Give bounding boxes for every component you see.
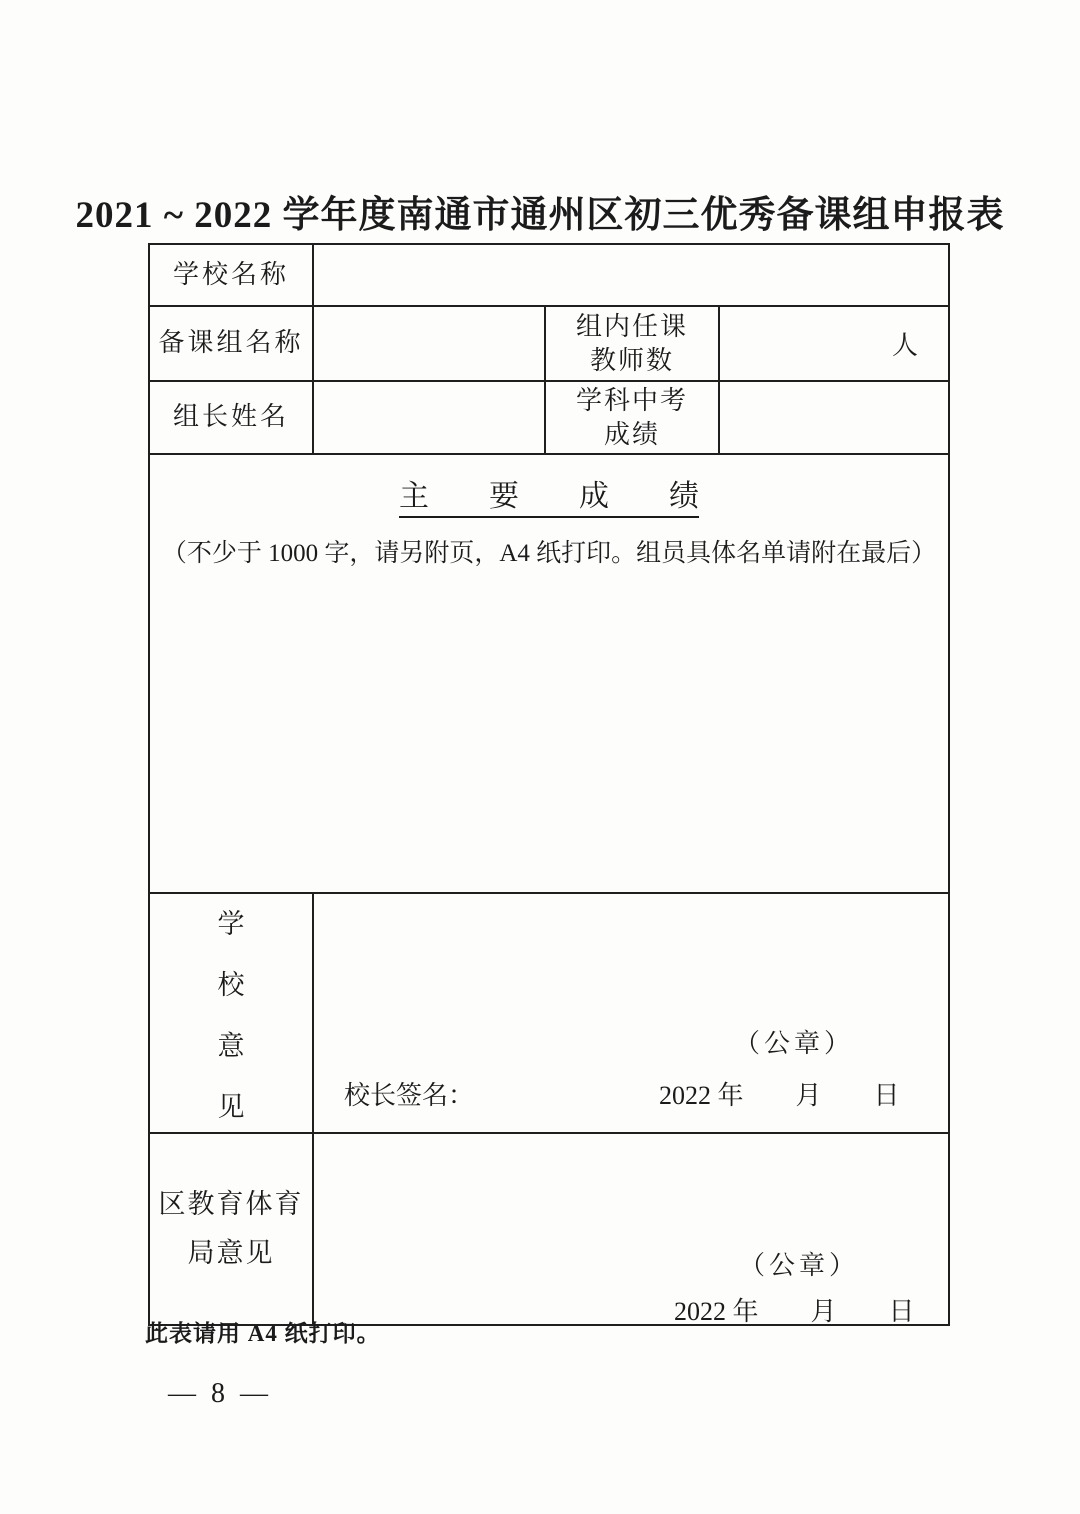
school-opinion-label: [149, 893, 313, 1133]
exam-score-label: [545, 381, 719, 454]
exam-score-field: [719, 381, 949, 454]
group-name-field: [313, 306, 545, 381]
district-seal-placeholder: （公章）: [739, 1251, 860, 1280]
district-date-line: 2022 年 月 日: [674, 1297, 915, 1326]
exam-score-label-line1: 学科中考: [575, 385, 688, 415]
row-group-name: [149, 306, 949, 381]
school-opinion-cell: [313, 893, 949, 1133]
leader-name-field: [313, 381, 545, 454]
exam-score-label-line2: 成绩: [603, 419, 660, 449]
district-opinion-label-line2: 局意见: [187, 1238, 275, 1268]
teacher-count-label: [545, 306, 719, 381]
row-school-name: [149, 244, 949, 306]
print-instruction-note: 此表请用 A4 纸打印。: [145, 1321, 381, 1346]
district-opinion-label-line1: 区教育体育: [158, 1189, 304, 1220]
form-title: 2021 ~ 2022 学年度南通市通州区初三优秀备课组申报表: [75, 195, 1005, 236]
school-name-field: [313, 244, 949, 306]
teacher-count-field: [719, 306, 949, 381]
school-name-label: 学校名称: [149, 244, 313, 306]
row-school-opinion: [149, 893, 949, 1133]
achievements-heading: 主 要 成 绩: [399, 480, 700, 513]
school-seal-placeholder: （公章）: [734, 1029, 855, 1058]
teacher-count-label-line1: 组内任课: [575, 311, 688, 341]
school-date-line: 2022 年 月 日: [659, 1081, 900, 1110]
group-name-label: 备课组名称: [149, 306, 313, 381]
row-leader-name: [149, 381, 949, 454]
page-number: — 8 —: [168, 1378, 272, 1409]
achievements-cell: [149, 454, 949, 893]
application-form-table: [148, 243, 950, 1326]
leader-name-label: 组长姓名: [149, 381, 313, 454]
school-opinion-label-char1: 学: [217, 909, 245, 939]
achievements-note: （不少于 1000 字，请另附页，A4 纸打印。组员具体名单请附在最后）: [161, 540, 937, 567]
teacher-count-label-line2: 教师数: [589, 345, 674, 375]
principal-signature-label: 校长签名：: [344, 1081, 475, 1110]
district-opinion-cell: [313, 1133, 949, 1325]
school-opinion-label-char4: 见: [217, 1092, 245, 1122]
row-district-opinion: [149, 1133, 949, 1325]
school-opinion-label-char3: 意: [217, 1031, 245, 1061]
district-opinion-label: [149, 1133, 313, 1325]
row-achievements: [149, 454, 949, 893]
school-opinion-label-char2: 校: [217, 970, 245, 1000]
teacher-count-unit: 人: [892, 331, 919, 360]
